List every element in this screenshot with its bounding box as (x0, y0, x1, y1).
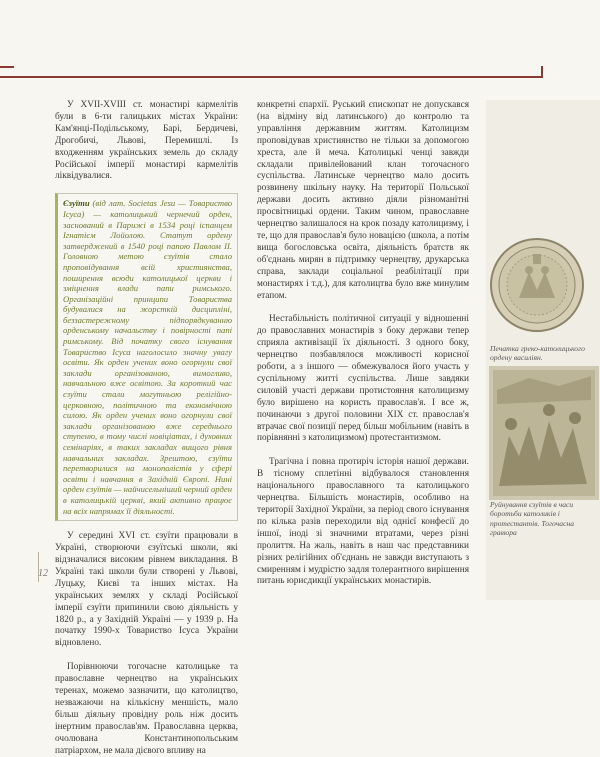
paragraph: У XVII-XVIII ст. монастирі кармелітів були в 6-ти галицьких містах України: Кам'янці-Подільському, Барі, Бердичеві, Дрогобичі, Львові, Перемишлі. Із входженням українських земель до складу Російської імперії монастирі кармелітів ліквідувалися. (55, 100, 238, 182)
header-rule (0, 76, 543, 78)
definition-term: Єзуїти (63, 198, 90, 209)
header-rule-small (0, 66, 14, 68)
figure-caption: Руйнування єзуїтів в часи боротьби католиків і протестантів. Тогочасна гравюра (490, 500, 575, 538)
seal-image (489, 230, 585, 340)
paragraph: конкретні єпархії. Руський єпископат не допускався (на відміну від латинського) до контролю та управління державним життям. Католицизм проповідував християнство не тільки за допомогою хреста, але й меча. Католицькі ченці завжди складали привілейований клан тогочасного суспільства. Латинське чернецтво мало досить розвинену шкільну науку. На території Польської держави досить активно діяли різноманітні просвітницькі ордени. Таким чином, православне чернецтво залишалося на крок позаду католицизму, і те, що для православ'я було новацією (школа, а потім вища богословська освіта, діяльність братств як об'єднань мирян в підтримку чернецтву, друкарська справа, заклади соціальної реабілітації при монастирях і т.д.), для католицтва було вже минулим етапом. (257, 100, 469, 301)
paragraph: Нестабільність політичної ситуації у відношенні до православних монастирів з боку держави тепер сприяла активізації їх діяльності. З одного боку, чернецтво позбавлялося можливості корисної роботи, а з іншого — обмежувалося його участь у суспільному житті суспільства. Лише завдяки силовій участі держави протистояння католицизму було вирішено на користь православ'я. І все ж, починаючи з другої половини XIX ст. православ'я втрачає свої позиції перед більш мобільним (навіть в порівнянні з католицизмом) протестантизмом. (257, 314, 469, 444)
header-rule-cap (541, 66, 543, 78)
definition-text: (від лат. Societas Jesu — Товариство Ісуса) — католицький чернечий орден, заснований в Парижі в 1534 році іспанцем Ігнатієм Лойолою. Статут ордену затверджений в 1540 році папою Павлом II. Головною метою єзуїтів стало проповідування всій християнства, поширення всюди католицької церкви і зміцнення влади папи римського. Організаційні принципи Товариства будувалися на жорсткій дисципліні, беззастережному підпорядкуванню орденському начальству і повірності папі римському. Від початку свого існування Товариство Ісуса наголосило значну увагу освіти. Як орден учених воно огорнули свої заклади організованою, вимогливо, навчальною вже освітою. За короткий час єзуїти стали могутньою релігійно-церковною, політичною та економічною силою. Як орден учених воно огорнули свої заклади організованою вже середнього ступеню, в тому числі новіціатах, і духовних семінаріях, в таких закладах вищого рівня навчальних закладах. Зрештою, єзуїти перетворилися на монополістів у сфері освіти і навчання в Західній Європі. Нині орден єзуїтів — найчисельніший черний орден в католицькій церкві, який активно працює на всіх напрямах її діяльності. (63, 198, 232, 516)
engraving-image (489, 366, 599, 500)
page-number: 12 (38, 568, 48, 579)
paragraph: Порівнюючи тогочасне католицьке та православне чернецтво на українських теренах, можемо зазначити, що католицтво, незважаючи на кількісну меншість, мало більш діяльну провідну роль ніж досить інертним православ'ям. Православна церква, очолювана Константинопольським патріархом, не мала дієвого впливу на (55, 662, 238, 756)
definition-box (55, 193, 238, 521)
paragraph: У середині XVI ст. єзуїти працювали в Україні, створюючи єзуїтські школи, які відзначалися високим рівнем викладання. В Україні такі школи були створені у Львові, Луцьку, Києві та інших містах. На українських землях у складі Російської імперії єзуїти припинили свою діяльність у 1820 р., а у Західній Україні — у 1939 р. На початку 1990-х Товариство Ісуса України відновлено. (55, 531, 238, 649)
left-column (55, 100, 238, 757)
right-column (257, 100, 469, 588)
paragraph: Трагічна і повна протиріч історія нашої держави. В тісному сплетінні відбувалося становлення національного православного та католицького чернецтва. Більшість монастирів, особливо на території Західної України, за період свого існування по кілька разів переходили від однієї конфесії до іншої, іноді зі значними втратами, через різні пролиття. На жаль, навіть в наш час представники різних релігійних об'єднань не завжди виступають з смиренням і мудрістю задля толерантного вирішення питань юрисдикції українських монастирів. (257, 457, 469, 587)
figure-caption: Печатка греко-католицького ордену василіян. (490, 344, 585, 363)
